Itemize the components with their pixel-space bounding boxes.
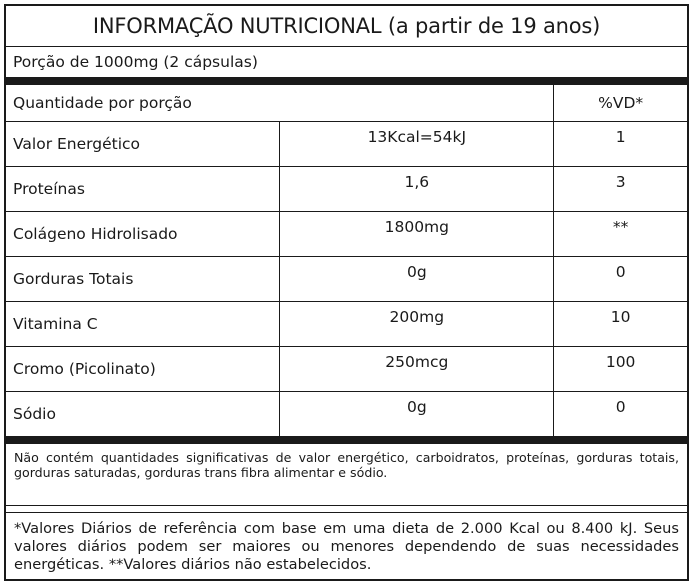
nutrient-vd: 10 <box>554 301 687 346</box>
nutrient-name: Proteínas <box>6 166 280 211</box>
table-row <box>6 256 687 301</box>
nutrient-amount: 1,6 <box>280 166 554 211</box>
nutrient-vd: 100 <box>554 346 687 391</box>
nutrient-name: Cromo (Picolinato) <box>6 346 280 391</box>
thick-divider-bottom <box>6 436 687 444</box>
nutrient-name: Colágeno Hidrolisado <box>6 211 280 256</box>
nutrient-name: Gorduras Totais <box>6 256 280 301</box>
not-significant-note: Não contém quantidades significativas de valor energético, carboidratos, proteínas, gorduras totais, gorduras saturadas, gorduras trans fibra alimentar e sódio. <box>6 444 687 506</box>
nutrient-amount: 200mg <box>280 301 554 346</box>
table-row <box>6 121 687 166</box>
nutrient-amount: 0g <box>280 391 554 436</box>
table-row <box>6 301 687 346</box>
nutrition-facts-panel <box>4 4 689 581</box>
table-row <box>6 391 687 436</box>
thick-divider-top <box>6 77 687 85</box>
table-header-row <box>6 85 687 121</box>
nutrient-amount: 250mcg <box>280 346 554 391</box>
table-row <box>6 211 687 256</box>
nutrient-vd: 0 <box>554 391 687 436</box>
table-row <box>6 346 687 391</box>
nutrient-amount: 13Kcal=54kJ <box>280 121 554 166</box>
portion-size: Porção de 1000mg (2 cápsulas) <box>13 53 258 71</box>
nutrient-vd: 1 <box>554 121 687 166</box>
header-vd-label: %VD* <box>554 85 687 121</box>
nutrient-name: Sódio <box>6 391 280 436</box>
panel-title: INFORMAÇÃO NUTRICIONAL (a partir de 19 anos) <box>6 6 687 47</box>
nutrient-table <box>6 85 687 437</box>
nutrient-name: Vitamina C <box>6 301 280 346</box>
nutrient-vd: 0 <box>554 256 687 301</box>
nutrient-amount: 1800mg <box>280 211 554 256</box>
table-row <box>6 166 687 211</box>
nutrient-vd: 3 <box>554 166 687 211</box>
nutrient-name: Valor Energético <box>6 121 280 166</box>
nutrient-amount: 0g <box>280 256 554 301</box>
header-quantity-label: Quantidade por porção <box>6 85 554 121</box>
nutrient-vd: ** <box>554 211 687 256</box>
daily-values-note: *Valores Diários de referência com base em uma dieta de 2.000 Kcal ou 8.400 kJ. Seus valores diários podem ser maiores ou menores dependendo de suas necessidades energéticas. **Valores diários não estabelecidos. <box>6 512 687 577</box>
